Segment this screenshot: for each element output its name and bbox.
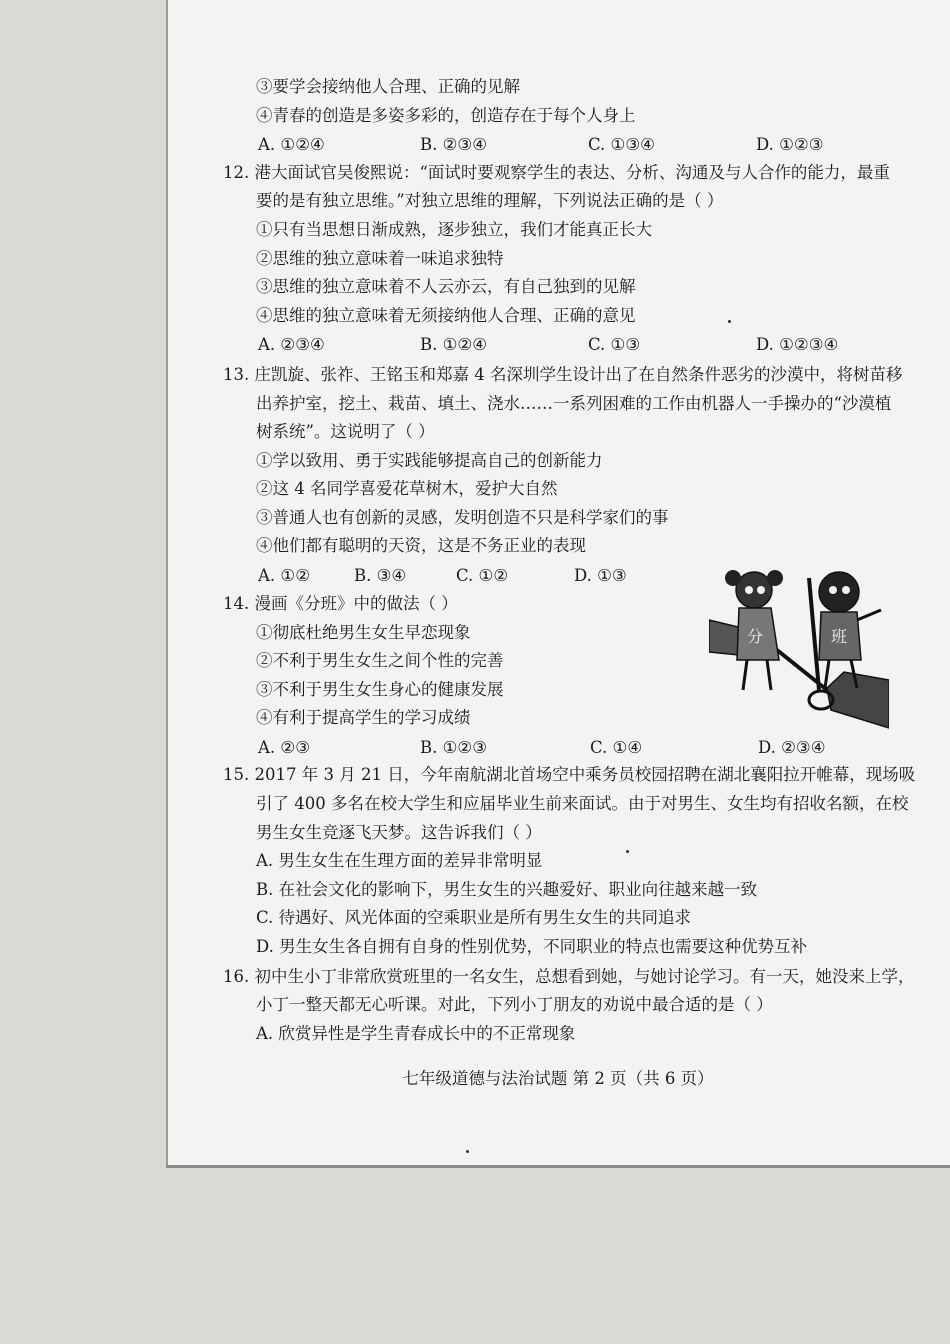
q13-stem-line-2: 出养护室，挖土、栽苗、填土、浇水……一系列困难的工作由机器人一手操办的“沙漠植 [256,394,892,413]
q14-stem: 14. 漫画《分班》中的做法（ ） [223,594,458,613]
q13-item-2: ②这 4 名同学喜爱花草树木，爱护大自然 [256,479,558,498]
q13-item-1: ①学以致用、勇于实践能够提高自己的创新能力 [256,451,603,470]
q12-option-d: D. ①②③④ [756,335,839,354]
q13-item-3: ③普通人也有创新的灵感，发明创造不只是科学家们的事 [256,508,669,527]
q14-item-3: ③不利于男生女生身心的健康发展 [256,680,504,699]
cartoon-class-split [709,560,889,730]
q15-stem-line-2: 引了 400 多名在校大学生和应届毕业生前来面试。由于对男生、女生均有招收名额，在校 [256,794,909,813]
q12-option-a: A. ②③④ [258,335,325,354]
q15-stem-line-3: 男生女生竞逐飞天梦。这告诉我们（ ） [256,823,542,842]
q13-stem-line-3: 树系统”。这说明了（ ） [256,422,435,441]
q12-item-1: ①只有当思想日渐成熟，逐步独立，我们才能真正长大 [256,220,652,239]
q16-stem-line-1: 16. 初中生小丁非常欣赏班里的一名女生，总想看到她，与她讨论学习。有一天，她没来上学， [223,967,915,986]
q12-stem-line-1: 12. 港大面试官吴俊熙说：“面试时要观察学生的表达、分析、沟通及与人合作的能力，最重 [223,163,890,182]
q13-item-4: ④他们都有聪明的天资，这是不务正业的表现 [256,536,586,555]
q14-item-1: ①彻底杜绝男生女生早恋现象 [256,623,471,642]
girl-head [736,572,772,608]
q15-option-a: A. 男生女生在生理方面的差异非常明显 [256,851,543,870]
q14-option-a: A. ②③ [258,738,310,757]
q12-item-3: ③思维的独立意味着不人云亦云，有自己独到的见解 [256,277,636,296]
girl-bun-left [725,570,741,586]
q11-option-b: B. ②③④ [420,135,487,154]
q13-stem-line-1: 13. 庄凯旋、张祚、王铭玉和郑嘉 4 名深圳学生设计出了在自然条件恶劣的沙漠中，将树苗移 [223,365,903,384]
scan-speck [626,850,629,853]
q11-option-c: C. ①③④ [588,135,655,154]
q16-stem-line-2: 小丁一整天都无心听课。对此，下列小丁朋友的劝说中最合适的是（ ） [256,995,773,1014]
q15-option-c: C. 待遇好、风光体面的空乘职业是所有男生女生的共同追求 [256,908,692,927]
q14-item-4: ④有利于提高学生的学习成绩 [256,708,471,727]
q13-option-c: C. ①② [456,566,509,585]
girl-eye [757,586,765,594]
q13-option-a: A. ①② [258,566,310,585]
q14-option-c: C. ①④ [590,738,643,757]
boy-eye [829,586,837,594]
q11-option-a: A. ①②④ [258,135,325,154]
q11-item-3: ③要学会接纳他人合理、正确的见解 [256,77,520,96]
scan-speck [728,320,731,323]
q15-option-b: B. 在社会文化的影响下，男生女生的兴趣爱好、职业向往越来越一致 [256,880,758,899]
q14-item-2: ②不利于男生女生之间个性的完善 [256,651,504,670]
q11-item-4: ④青春的创造是多姿多彩的，创造存在于每个人身上 [256,106,636,125]
girl-bun-right [767,570,783,586]
q12-stem-line-2: 要的是有独立思维。”对独立思维的理解，下列说法正确的是（ ） [256,191,724,210]
cartoon-label-fen: 分 [747,627,764,646]
q14-option-d: D. ②③④ [758,738,826,757]
q12-option-b: B. ①②④ [420,335,487,354]
q16-option-a: A. 欣赏异性是学生青春成长中的不正常现象 [256,1024,576,1043]
q12-option-c: C. ①③ [588,335,641,354]
boy-head [819,572,859,612]
q13-option-b: B. ③④ [354,566,407,585]
q12-item-4: ④思维的独立意味着无须接纳他人合理、正确的意见 [256,306,636,325]
boy-eye [842,586,850,594]
q11-option-d: D. ①②③ [756,135,824,154]
girl-eye [745,586,753,594]
page-footer: 七年级道德与法治试题 第 2 页（共 6 页） [402,1069,714,1088]
q14-option-b: B. ①②③ [420,738,487,757]
scan-speck [466,1150,469,1153]
q15-option-d: D. 男生女生各自拥有自身的性别优势，不同职业的特点也需要这种优势互补 [256,937,808,956]
exam-page [166,0,950,1168]
q13-option-d: D. ①③ [574,566,627,585]
q12-item-2: ②思维的独立意味着一味追求独特 [256,249,504,268]
cartoon-label-ban: 班 [831,627,848,646]
q15-stem-line-1: 15. 2017 年 3 月 21 日，今年南航湖北首场空中乘务员校园招聘在湖北襄阳拉开帷幕，现场吸 [223,765,916,784]
